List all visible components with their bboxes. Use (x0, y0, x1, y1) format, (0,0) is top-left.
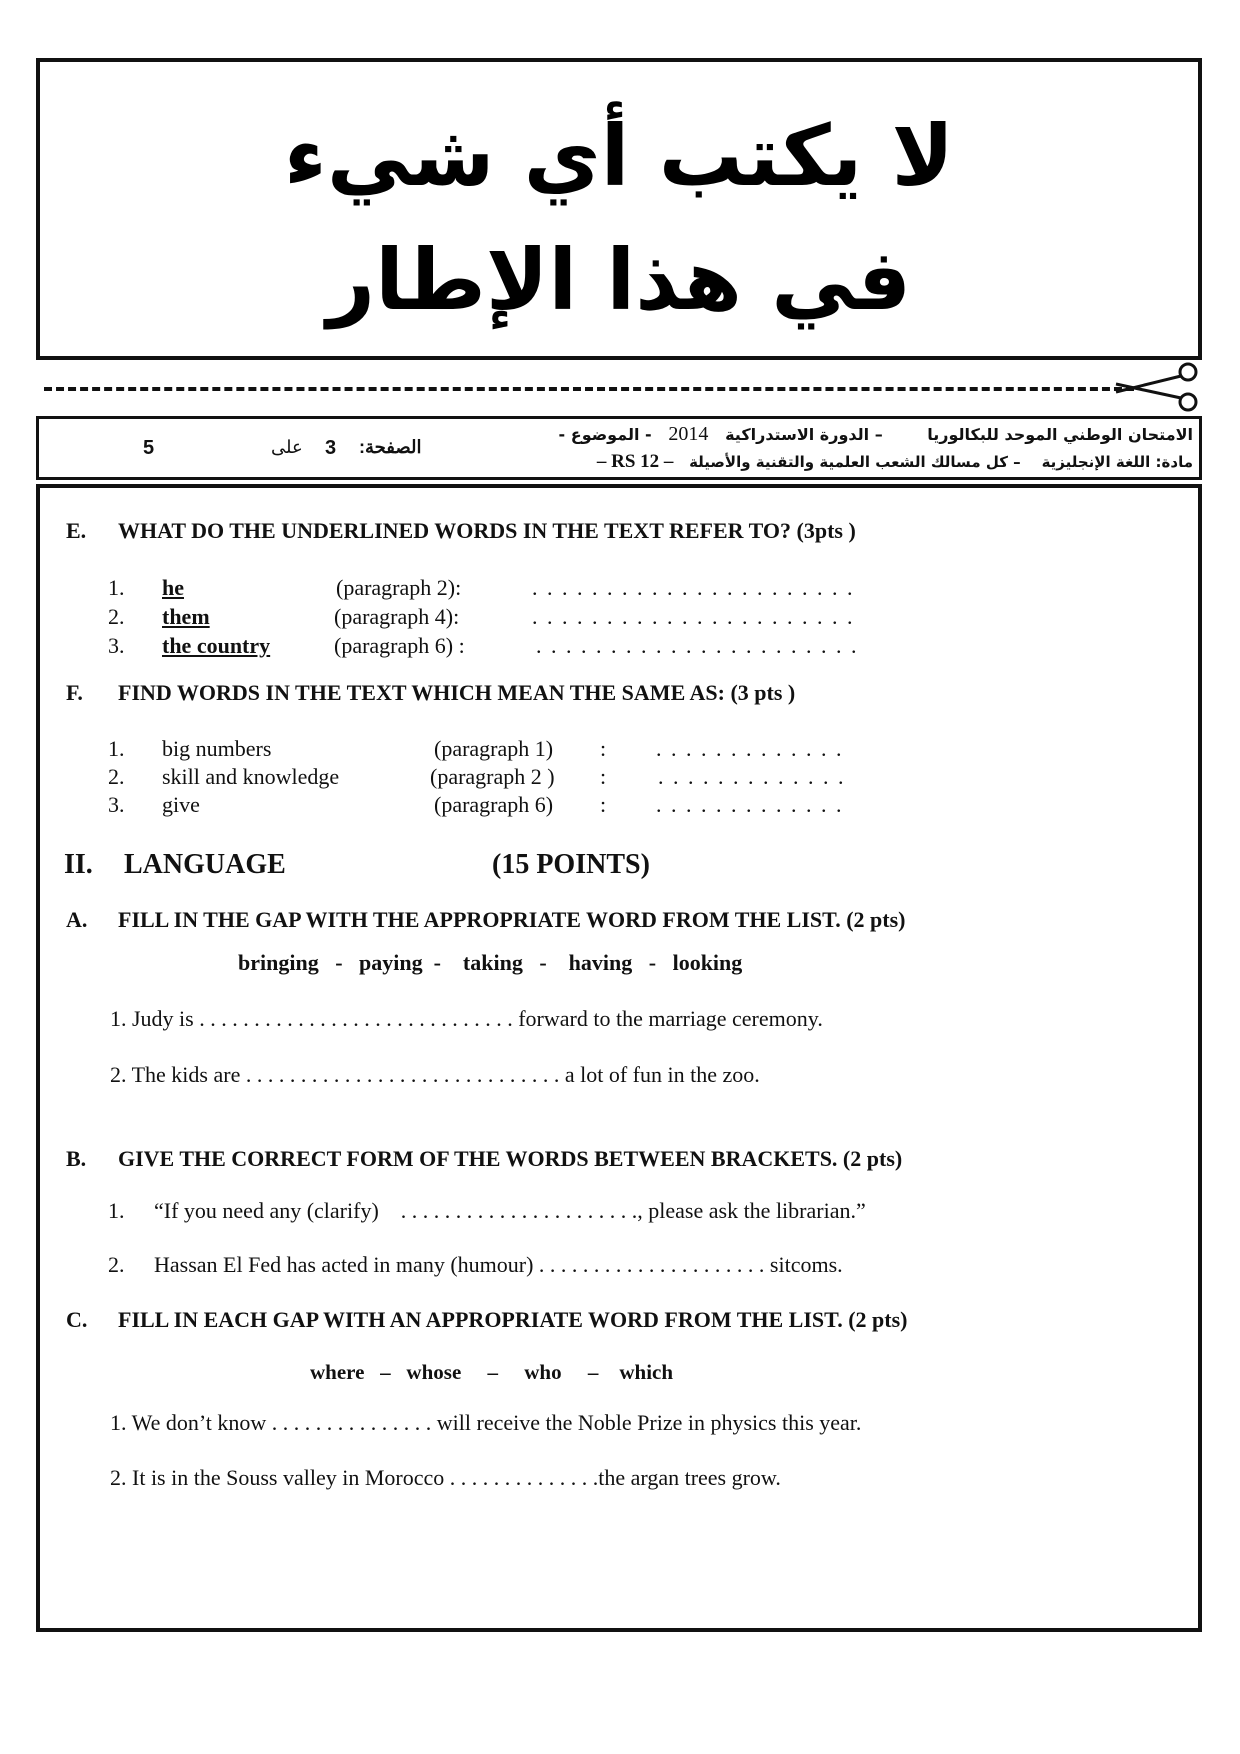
no-write-line-1: لا يكتب أي شيء (283, 107, 955, 205)
item-number: 2. (108, 1252, 125, 1277)
word-list: bringing - paying - taking - having - looking (238, 950, 743, 975)
underlined-word: he (162, 575, 184, 600)
paragraph-ref: (paragraph 6) : (334, 633, 465, 658)
section-letter: A. (66, 907, 88, 932)
part-points: (15 POINTS) (492, 849, 650, 880)
gap-sentence: 1. Judy is . . . . . . . . . . . . . . . . . . . . . . . . . . . . . forward to the marriage ceremony. (110, 1006, 823, 1031)
no-write-line-2: في هذا الإطار (326, 231, 912, 329)
answer-blank: . . . . . . . . . . . . . (656, 792, 844, 817)
answer-blank: . . . . . . . . . . . . . (656, 736, 844, 761)
item-number: 3. (108, 792, 125, 817)
gap-sentence: 2. It is in the Souss valley in Morocco . . . . . . . . . . . . . .the argan trees grow. (110, 1465, 781, 1490)
answer-blank: . . . . . . . . . . . . . . . . . . . . . . (532, 604, 855, 629)
section-letter: F. (66, 680, 83, 705)
paragraph-ref: (paragraph 2 ) (430, 764, 555, 789)
exam-year: 2014 (668, 423, 709, 445)
exam-topic: - الموضوع - (558, 425, 652, 444)
page-of-label: على (271, 437, 303, 457)
part-numeral: II. (64, 849, 93, 880)
word-list: where – whose – who – which (310, 1360, 674, 1384)
exam-name: الامتحان الوطني الموحد للبكالوريا (927, 425, 1193, 444)
section-letter: E. (66, 518, 87, 543)
colon: : (600, 736, 607, 761)
exam-subject: مادة: اللغة الإنجليزية (1041, 453, 1193, 471)
paragraph-ref: (paragraph 6) (434, 792, 554, 817)
section-title: FILL IN EACH GAP WITH AN APPROPRIATE WORD FROM THE LIST. (2 pts) (118, 1307, 908, 1332)
exam-session: – الدورة الاستدراكية (725, 425, 883, 444)
gap-sentence: 2. The kids are . . . . . . . . . . . . . . . . . . . . . . . . . . . . . a lot of fun in the zoo. (110, 1062, 760, 1087)
underlined-word: the country (162, 633, 271, 658)
cut-line (44, 387, 1134, 391)
page-number: 3 (325, 437, 337, 459)
header-line-1 (559, 423, 1193, 446)
paragraph-ref: (paragraph 1) (434, 736, 554, 761)
item-number: 1. (108, 575, 125, 600)
exam-streams: – كل مسالك الشعب العلمية والتقنية والأصيلة (689, 453, 1021, 471)
page-indicator (109, 433, 422, 469)
item-number: 2. (108, 604, 125, 629)
phrase: big numbers (162, 736, 272, 761)
section-title: WHAT DO THE UNDERLINED WORDS IN THE TEXT REFER TO? (3pts ) (118, 518, 856, 543)
item-number: 1. (108, 736, 125, 761)
word-form-sentence: “If you need any (clarify) . . . . . . . . . . . . . . . . . . . . . ., please ask the librarian.” (154, 1198, 866, 1223)
paragraph-ref: (paragraph 2): (336, 575, 462, 600)
colon: : (600, 792, 607, 817)
colon: : (600, 764, 607, 789)
answer-blank: . . . . . . . . . . . . . (658, 764, 846, 789)
header-line-2 (597, 451, 1193, 473)
page-label: الصفحة: (359, 437, 422, 457)
word-form-sentence: Hassan El Fed has acted in many (humour) . . . . . . . . . . . . . . . . . . . . . sitcoms. (154, 1252, 843, 1277)
section-title: FILL IN THE GAP WITH THE APPROPRIATE WORD FROM THE LIST. (2 pts) (118, 907, 906, 932)
phrase: give (162, 792, 200, 817)
underlined-word: them (162, 604, 210, 629)
answer-blank: . . . . . . . . . . . . . . . . . . . . . . (536, 633, 859, 658)
scissors-icon (1112, 362, 1202, 412)
section-title: FIND WORDS IN THE TEXT WHICH MEAN THE SAME AS: (3 pts ) (118, 680, 796, 705)
item-number: 3. (108, 633, 125, 658)
item-number: 1. (108, 1198, 125, 1223)
answer-blank: . . . . . . . . . . . . . . . . . . . . . . (532, 575, 855, 600)
paragraph-ref: (paragraph 4): (334, 604, 460, 629)
no-write-frame (36, 58, 1202, 360)
phrase: skill and knowledge (162, 764, 340, 789)
page-total: 5 (143, 437, 155, 459)
gap-sentence: 1. We don’t know . . . . . . . . . . . . . . . will receive the Noble Prize in physics this year. (110, 1410, 862, 1435)
section-letter: C. (66, 1307, 88, 1332)
exam-header (36, 416, 1202, 480)
item-number: 2. (108, 764, 125, 789)
exam-code: – RS 12 – (596, 451, 674, 472)
section-title: GIVE THE CORRECT FORM OF THE WORDS BETWEEN BRACKETS. (2 pts) (118, 1146, 903, 1171)
section-letter: B. (66, 1146, 87, 1171)
part-title: LANGUAGE (124, 849, 286, 880)
